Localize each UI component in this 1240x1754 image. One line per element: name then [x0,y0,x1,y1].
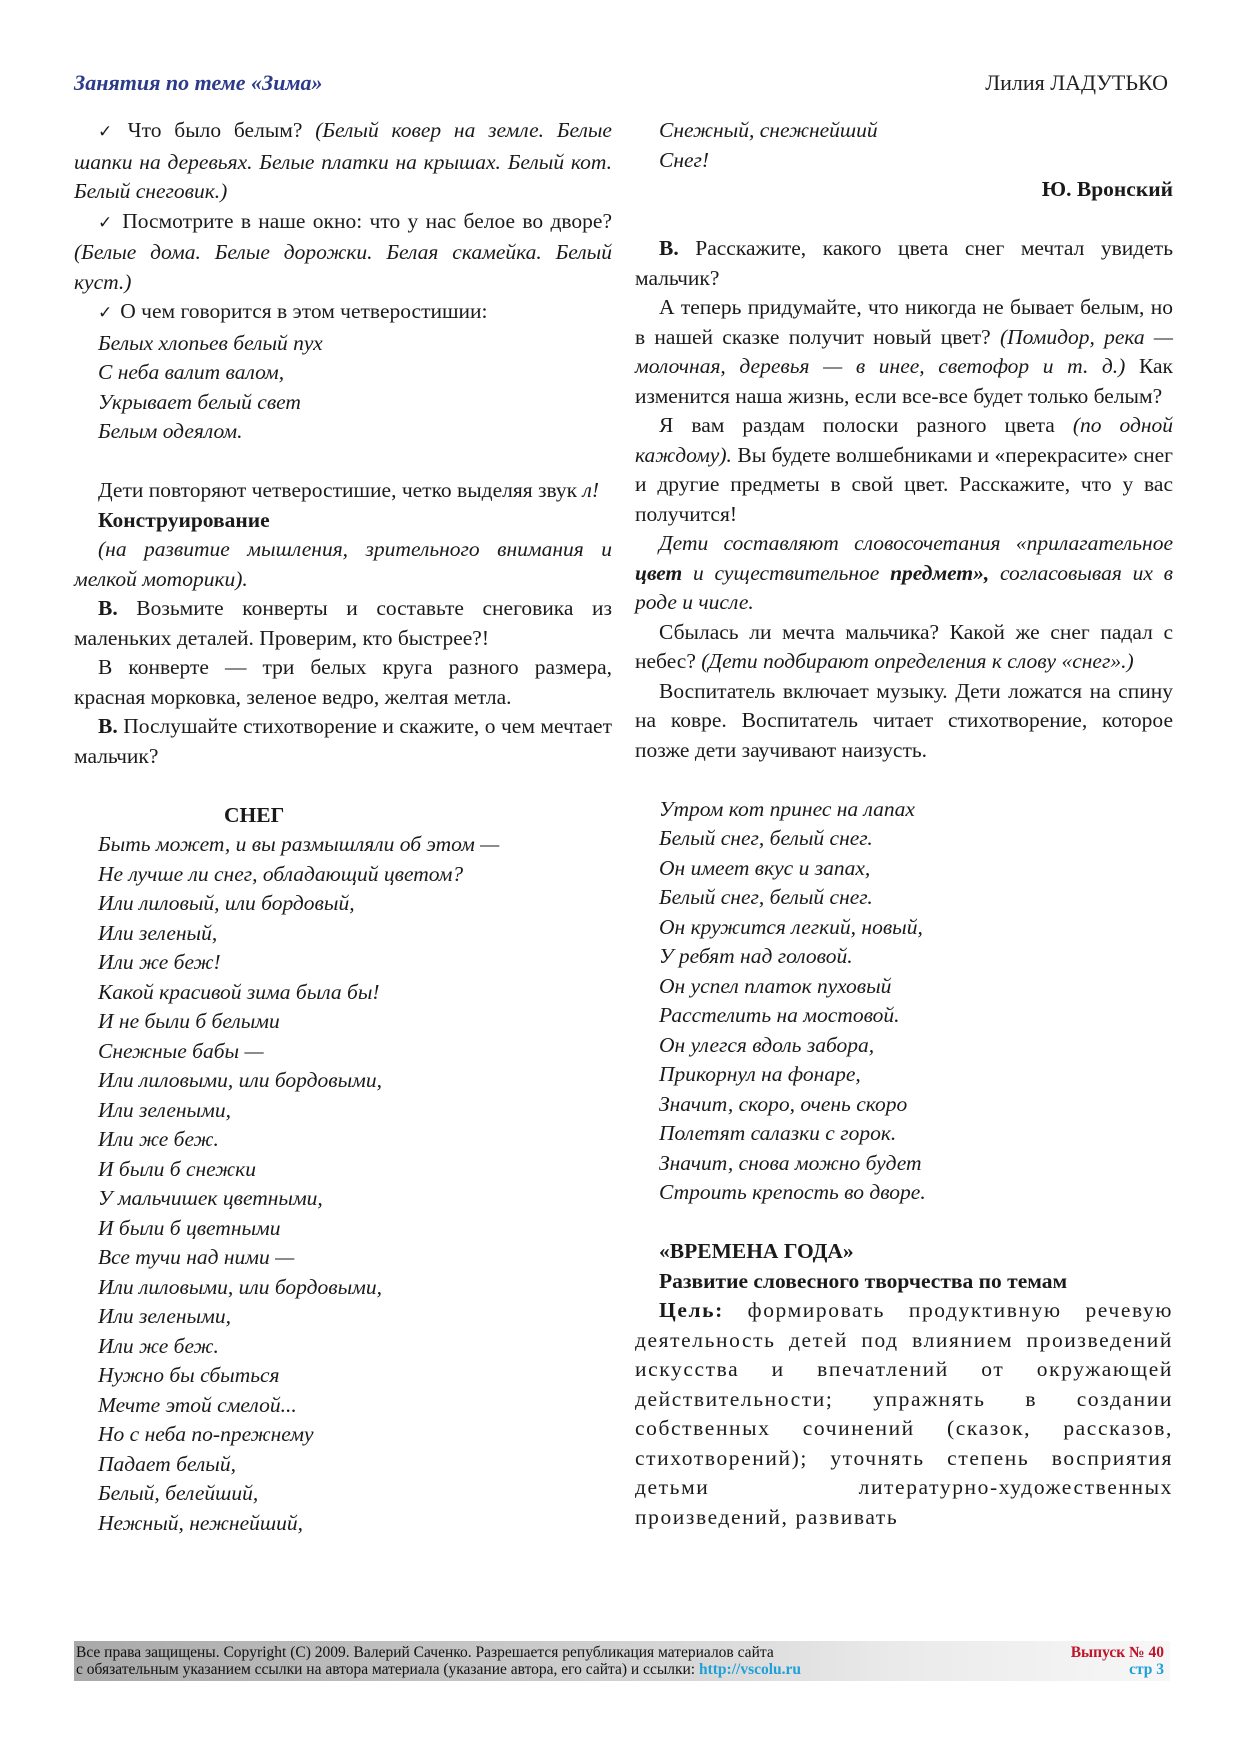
page-number: стр 3 [1129,1661,1164,1678]
header-author: Лилия ЛАДУТЬКО [985,70,1168,95]
checkmark-icon: ✓ [98,122,120,142]
copyright-notice: Все права защищены. Copyright (C) 2009. Валерий Саченко. Разрешается републикация материалов сайта с обязательным указанием ссылки на автора материала (указание автора, его сайта) и ссылки: http://vscolu.ru [76,1644,802,1678]
poem-snow: Быть может, и вы размышляли об этом — Не лучше ли снег, обладающий цветом? Или лиловый, или бордовый, Или зеленый, Или же беж! Какой красивой зима была бы! И не были б белыми Снежные бабы — Или лиловыми, или бордовыми, Или зелеными, Или же беж. И были б снежки У мальчишек цветными, И были б цветными Все тучи над ними — Или лиловыми, или бордовыми, Или зелеными, Или же беж. Нужно бы сбыться Мечте этой смелой... Но с неба по-прежнему Падает белый, Белый, белейший, Нежный, нежнейший, [98,832,500,1535]
construct-instruction: В. Возьмите конверты и составьте снеговика из маленьких деталей. Проверим, кто быстрее?! [74,596,612,650]
question-quatrain: ✓ О чем говорится в этом четверостишии: [98,299,488,323]
site-link[interactable]: http://vscolu.ru [698,1661,802,1678]
issue-info [1071,1644,1164,1678]
issue-number: Выпуск № 40 [1070,1644,1164,1661]
checkmark-icon: ✓ [98,303,113,323]
question-white: ✓ Что было белым? (Белый ковер на земле. Белые шапки на деревьях. Белые платки на крышах. Белый кот. Белый снеговик.) [74,118,612,203]
ask-color: В. Расскажите, какого цвета снег мечтал увидеть мальчик? [635,236,1173,290]
poem-snow-end: Снежный, снежнейший Снег! [659,118,878,172]
seasons-heading: «ВРЕМЕНА ГОДА» [659,1239,854,1263]
imagine-paragraph: А теперь придумайте, что никогда не бывает белым, но в нашей сказке получит новый цвет? (Помидор, река — молочная, деревья — в инее, светофор и т. д.) Как изменится наша жизнь, если все-все будет только белым? [635,295,1174,408]
quatrain: Белых хлопьев белый пух С неба валит валом, Укрывает белый свет Белым одеялом. [98,330,323,443]
dream-paragraph: Сбылась ли мечта мальчика? Какой же снег падал с небес? (Дети подбирают определения к слову «снег».) [635,619,1173,673]
right-column [635,116,1173,1532]
seasons-subheading: Развитие словесного творчества по темам [659,1268,1068,1293]
poem-author: Ю. Вронский [1041,177,1173,201]
poem-cat: Утром кот принес на лапах Белый снег, белый снег. Он имеет вкус и запах, Белый снег, белый снег. Он кружится легкий, новый, У ребят над головой. Он успел платок пуховый Расстелить на мостовой. Он улегся вдоль забора, Прикорнул на фонаре, Значит, скоро, очень скоро Полетят салазки с горок. Значит, снова можно будет Строить крепость во дворе. [659,796,926,1204]
construct-heading: Конструирование [98,507,270,532]
construct-note: (на развитие мышления, зрительного внимания и мелкой моторики). [74,537,612,591]
phrases-paragraph: Дети составляют словосочетания «прилагательное цвет и существительное предмет», согласовывая их в роде и числе. [635,531,1173,614]
header-section-title: Занятия по теме «Зима» [74,70,323,95]
left-column [74,116,612,1538]
strips-paragraph: Я вам раздам полоски разного цвета (по одной каждому). Вы будете волшебниками и «перекрасите» снег и другие предметы в свой цвет. Расскажите, что у вас получится! [635,413,1174,526]
listen-instruction: В. Послушайте стихотворение и скажите, о чем мечтает мальчик? [74,714,612,768]
footer-bar [74,1641,1170,1681]
checkmark-icon: ✓ [98,212,115,233]
goal-paragraph: Цель: формировать продуктивную речевую деятельность детей под влиянием произведений искусства и впечатлений от окружающей действительности; упражнять в создании собственных сочинений (сказок, рассказов, стихотворений); уточнять степень восприятия детьми литературно-художественных произведений, развивать [635,1298,1173,1529]
music-paragraph: Воспитатель включает музыку. Дети ложатся на спину на ковре. Воспитатель читает стихотворение, которое позже дети заучивают наизусть. [635,678,1173,762]
envelope-text: В конверте — три белых круга разного размера, красная морковка, зеленое ведро, желтая метла. [74,655,612,709]
repeat-instruction: Дети повторяют четверостишие, четко выделяя звук л! [98,478,600,502]
poem-title: СНЕГ [224,802,285,827]
question-window: ✓ Посмотрите в наше окно: что у нас белое во дворе? (Белые дома. Белые дорожки. Белая скамейка. Белый куст.) [74,208,612,294]
